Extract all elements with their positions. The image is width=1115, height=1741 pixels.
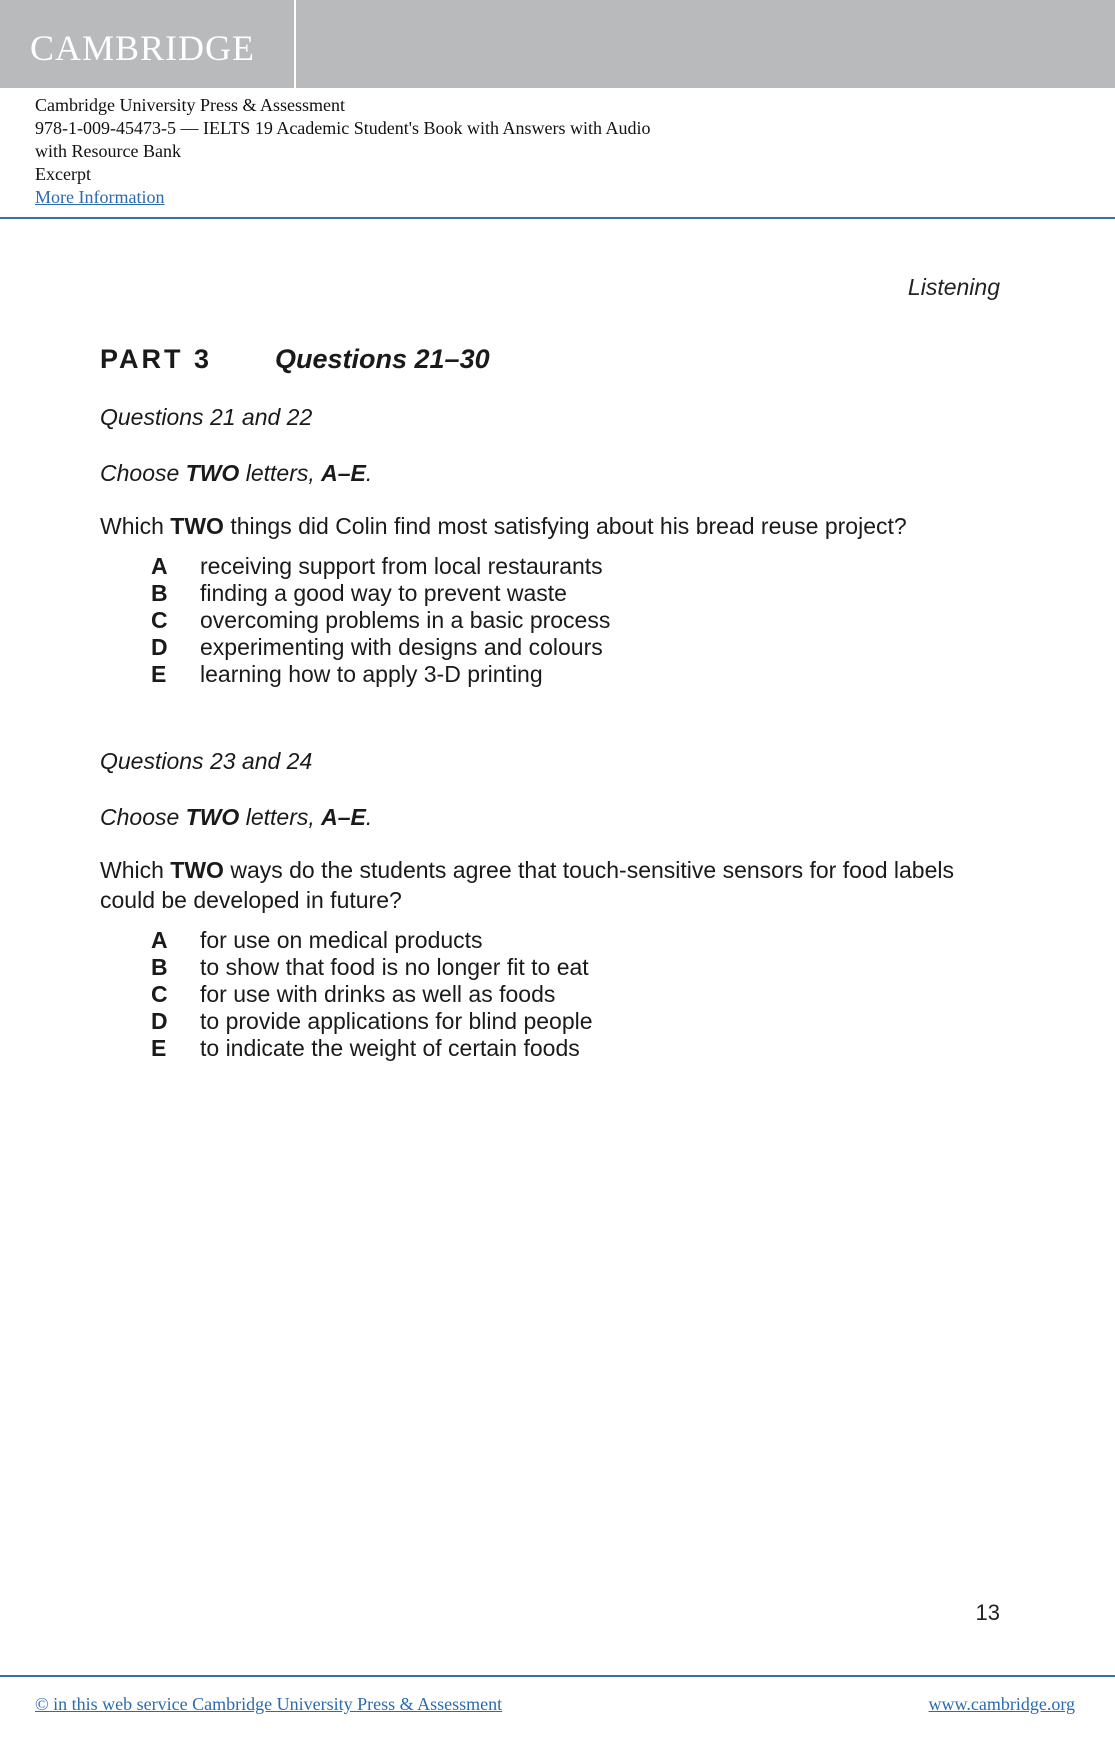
option-item xyxy=(151,580,1000,607)
header-banner xyxy=(0,0,1115,88)
question-stem: Which TWO things did Colin find most satisfying about his bread reuse project? xyxy=(100,513,907,539)
option-letter: C xyxy=(151,981,168,1007)
option-item xyxy=(151,927,1000,954)
option-text: for use on medical products xyxy=(200,927,483,953)
options-list xyxy=(151,553,1000,688)
option-letter: A xyxy=(151,927,168,953)
header-rule xyxy=(0,217,1115,219)
question-block-23-24 xyxy=(100,747,1000,1062)
option-letter: E xyxy=(151,1035,167,1061)
option-item xyxy=(151,981,1000,1008)
option-letter: B xyxy=(151,580,168,606)
website-link[interactable]: www.cambridge.org xyxy=(928,1694,1075,1714)
option-item xyxy=(151,1008,1000,1035)
cambridge-logo: CAMBRIDGE xyxy=(30,28,256,68)
option-letter: D xyxy=(151,634,168,660)
banner-divider xyxy=(294,0,296,88)
book-metadata xyxy=(35,94,651,209)
option-item xyxy=(151,954,1000,981)
excerpt-line: Excerpt xyxy=(35,164,91,184)
option-letter: C xyxy=(151,607,168,633)
option-text: to indicate the weight of certain foods xyxy=(200,1035,580,1061)
option-text: experimenting with designs and colours xyxy=(200,634,603,660)
option-item xyxy=(151,1035,1000,1062)
question-block-21-22 xyxy=(100,403,1000,688)
option-text: finding a good way to prevent waste xyxy=(200,580,567,606)
option-letter: A xyxy=(151,553,168,579)
question-block-heading: Questions 23 and 24 xyxy=(100,748,313,774)
question-instruction: Choose TWO letters, A–E. xyxy=(100,804,373,830)
option-text: to show that food is no longer fit to eat xyxy=(200,954,589,980)
option-letter: D xyxy=(151,1008,168,1034)
option-text: learning how to apply 3-D printing xyxy=(200,661,543,687)
part-label: PART 3 xyxy=(100,344,213,374)
option-item xyxy=(151,634,1000,661)
option-item xyxy=(151,607,1000,634)
option-item xyxy=(151,553,1000,580)
section-tag: Listening xyxy=(907,274,1000,300)
question-stem: Which TWO ways do the students agree that touch-sensitive sensors for food labels could be developed in future? xyxy=(100,857,954,913)
copyright-link[interactable]: © in this web service Cambridge University Press & Assessment xyxy=(35,1694,503,1714)
title-continuation-line: with Resource Bank xyxy=(35,141,181,161)
publisher-line: Cambridge University Press & Assessment xyxy=(35,95,345,115)
option-letter: E xyxy=(151,661,167,687)
option-text: overcoming problems in a basic process xyxy=(200,607,611,633)
option-text: to provide applications for blind people xyxy=(200,1008,593,1034)
part-heading xyxy=(100,344,490,375)
option-item xyxy=(151,661,1000,688)
option-text: for use with drinks as well as foods xyxy=(200,981,556,1007)
page-number: 13 xyxy=(975,1600,1000,1625)
question-instruction: Choose TWO letters, A–E. xyxy=(100,460,373,486)
option-text: receiving support from local restaurants xyxy=(200,553,603,579)
more-information-link[interactable]: More Information xyxy=(35,187,165,207)
question-block-heading: Questions 21 and 22 xyxy=(100,404,313,430)
footer-rule xyxy=(0,1675,1115,1677)
part-questions-range: Questions 21–30 xyxy=(275,344,490,374)
isbn-title-line: 978-1-009-45473-5 — IELTS 19 Academic Student's Book with Answers with Audio xyxy=(35,118,651,138)
options-list xyxy=(151,927,1000,1062)
option-letter: B xyxy=(151,954,168,980)
